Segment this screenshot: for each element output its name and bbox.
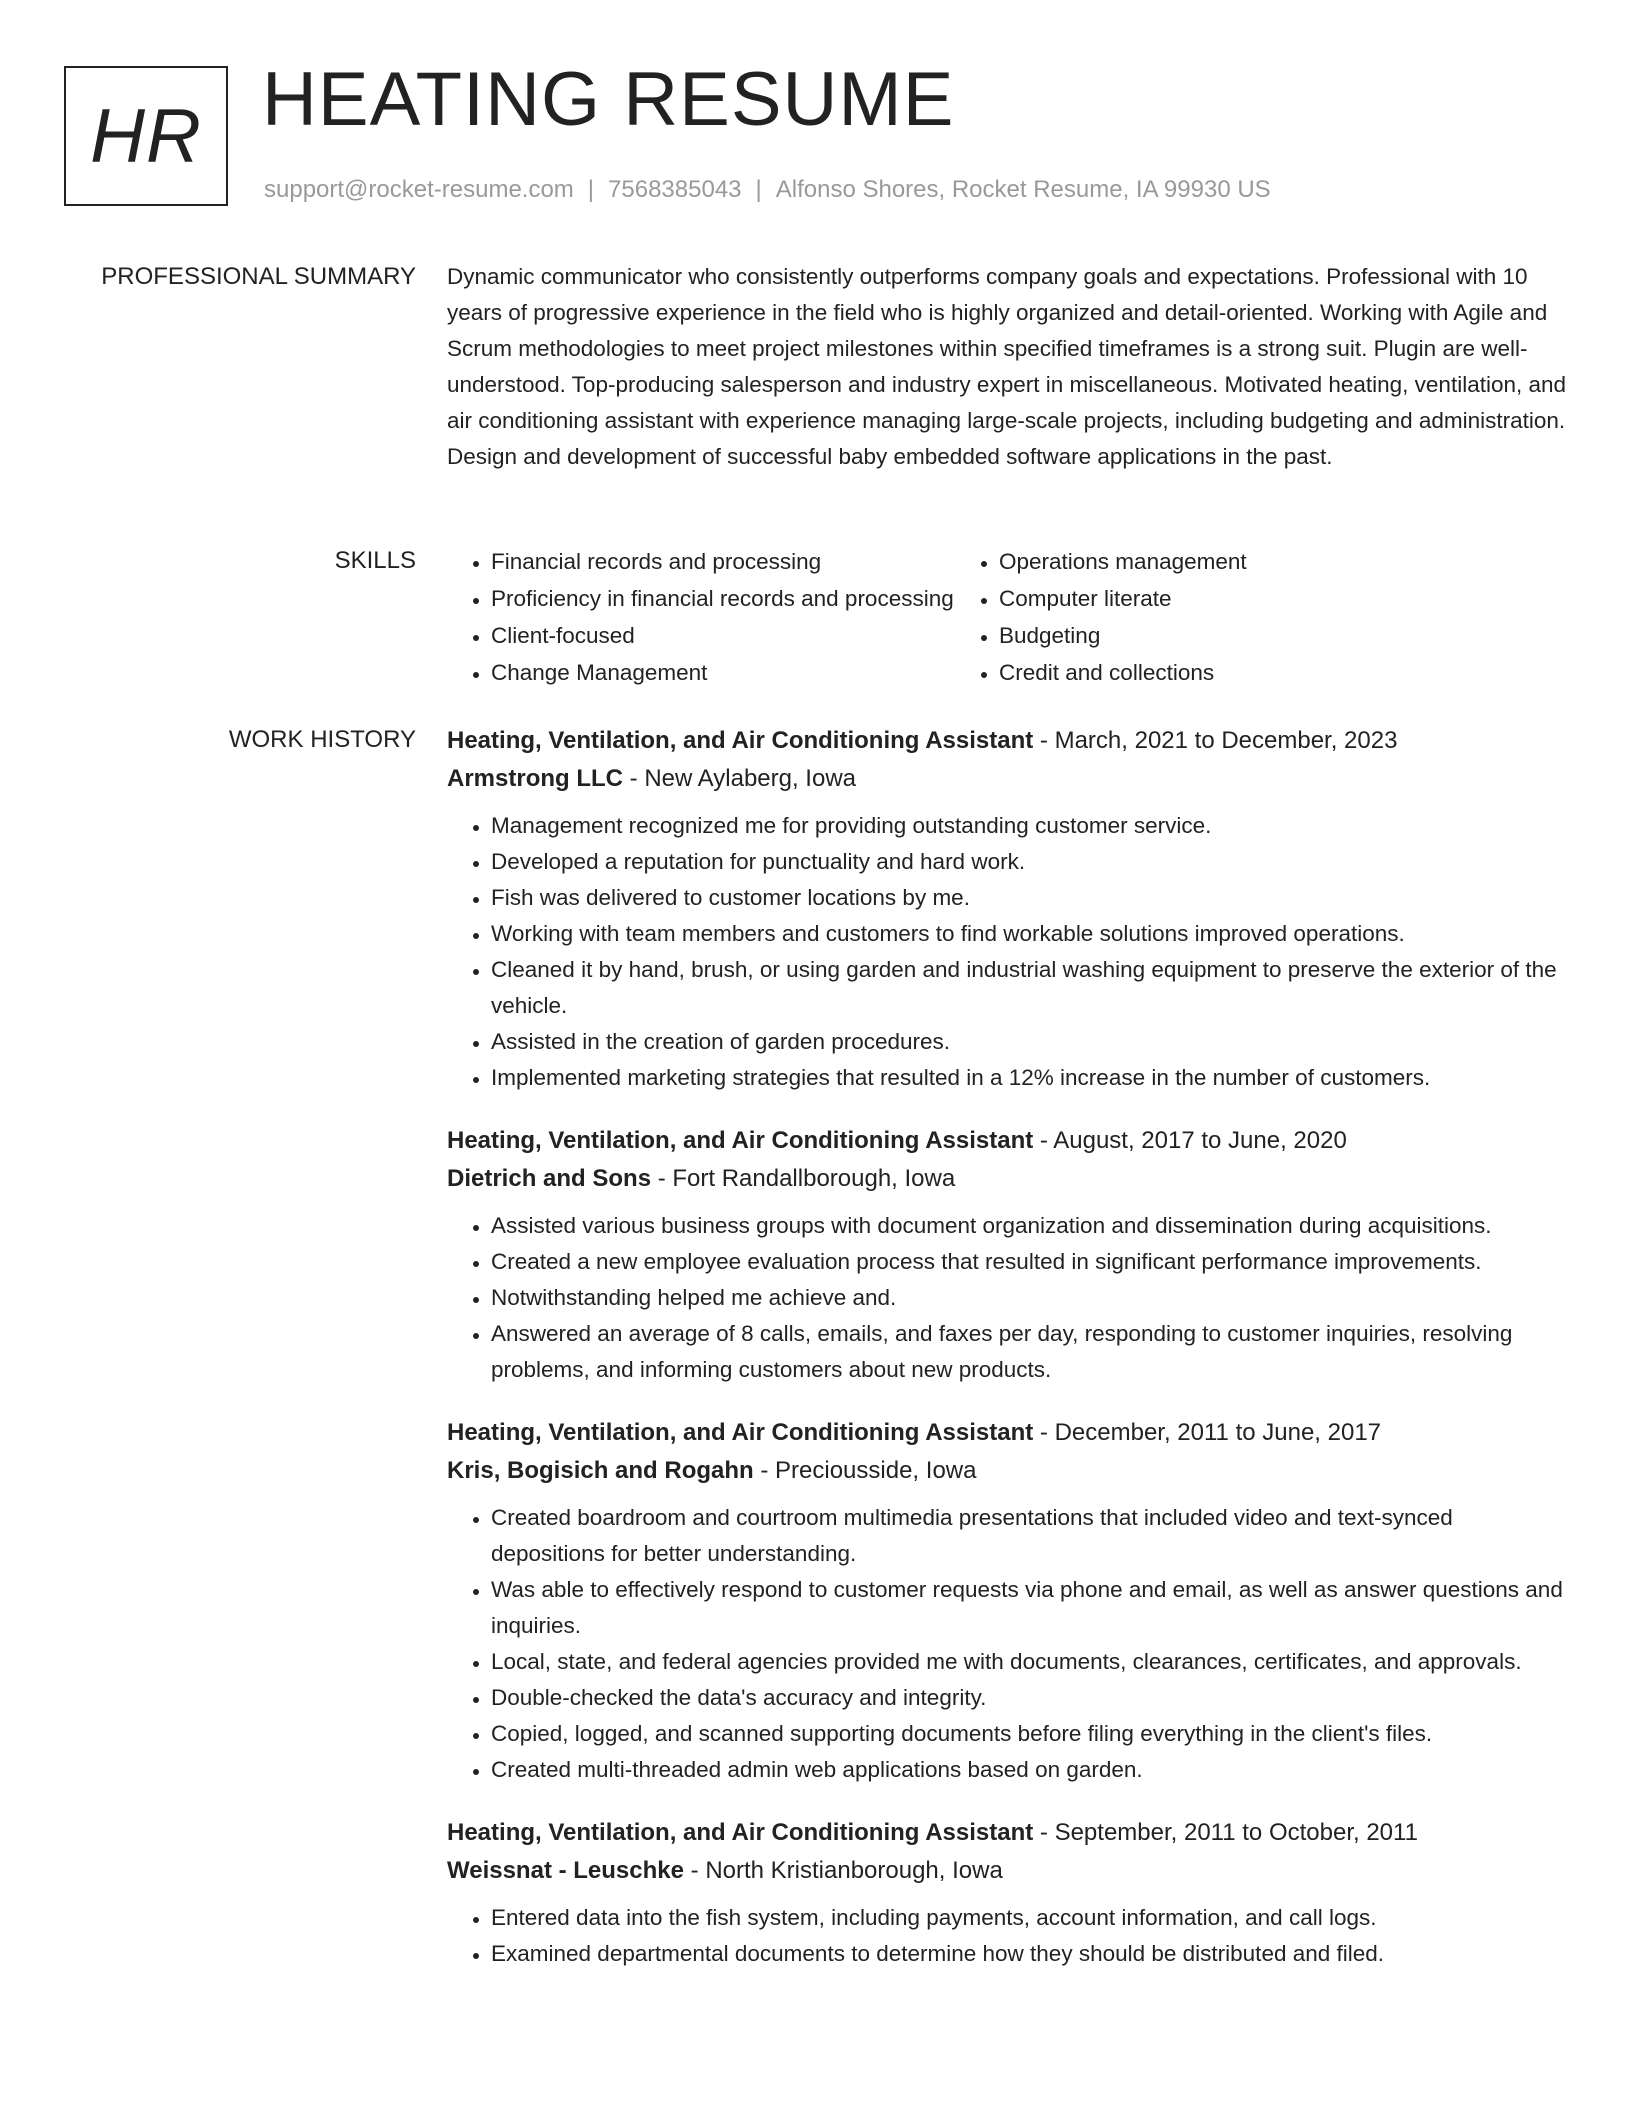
job-company: Armstrong LLC: [447, 765, 623, 792]
job-location: - North Kristianborough, Iowa: [683, 1857, 1003, 1884]
job-location: - New Aylaberg, Iowa: [623, 765, 857, 792]
job-bullet: • Examined departmental documents to determine how they should be distributed and filed.: [491, 1936, 1567, 1972]
job-bullet: • Assisted various business groups with document organization and dissemination during acquisitions.: [491, 1208, 1567, 1244]
job-bullet-list: [447, 808, 1567, 1096]
summary-body: [447, 259, 1567, 475]
job-bullet: • Local, state, and federal agencies provided me with documents, clearances, certificates, and approvals.: [491, 1644, 1567, 1680]
skill-item: • Credit and collections: [999, 654, 1459, 691]
job-bullet: • Was able to effectively respond to customer requests via phone and email, as well as answer questions and inquiries.: [491, 1572, 1567, 1644]
job-role: Heating, Ventilation, and Air Conditioning Assistant: [447, 727, 1034, 754]
job-bullet: • Developed a reputation for punctuality and hard work.: [491, 844, 1567, 880]
job-bullet: • Working with team members and customers to find workable solutions improved operations.: [491, 916, 1567, 952]
job-bullet-list: [447, 1900, 1567, 1972]
contact-phone: 7568385043: [608, 176, 742, 203]
work-body: [447, 722, 1567, 1998]
skill-item: • Change Management: [491, 654, 953, 691]
contact-address: Alfonso Shores, Rocket Resume, IA 99930 US: [775, 176, 1271, 203]
job-bullet: • Answered an average of 8 calls, emails, and faxes per day, responding to customer inquiries, resolving problems, and informing customers about new products.: [491, 1316, 1567, 1388]
resume-name: HEATING RESUME: [262, 57, 955, 142]
job-dates: - December, 2011 to June, 2017: [1033, 1419, 1382, 1446]
skills-body: [447, 543, 1567, 691]
job-bullet: • Assisted in the creation of garden procedures.: [491, 1024, 1567, 1060]
skill-item: • Client-focused: [491, 617, 953, 654]
skill-item: • Budgeting: [999, 617, 1459, 654]
job-location: - Fort Randallborough, Iowa: [651, 1165, 956, 1192]
contact-line: [264, 176, 1271, 204]
job-company: Weissnat - Leuschke: [447, 1857, 684, 1884]
job-company-line: [447, 1160, 1567, 1198]
job-bullet: • Created a new employee evaluation process that resulted in significant performance improvements.: [491, 1244, 1567, 1280]
job-title-line: [447, 1414, 1567, 1452]
job-entry: [447, 722, 1567, 1096]
job-company: Dietrich and Sons: [447, 1165, 652, 1192]
job-role: Heating, Ventilation, and Air Conditioning Assistant: [447, 1127, 1034, 1154]
work-heading: WORK HISTORY: [228, 726, 416, 753]
job-title-line: [447, 1814, 1567, 1852]
skills-grid: [447, 543, 1567, 691]
job-company-line: [447, 1452, 1567, 1490]
job-dates: - March, 2021 to December, 2023: [1033, 727, 1398, 754]
job-bullet: • Fish was delivered to customer locations by me.: [491, 880, 1567, 916]
skill-item: • Proficiency in financial records and processing: [491, 580, 953, 617]
job-role: Heating, Ventilation, and Air Conditioning Assistant: [447, 1819, 1034, 1846]
contact-separator: |: [587, 176, 595, 203]
job-company-line: [447, 760, 1567, 798]
job-company-line: [447, 1852, 1567, 1890]
job-title-line: [447, 722, 1567, 760]
contact-email: support@rocket-resume.com: [264, 176, 574, 203]
skill-item: • Financial records and processing: [491, 543, 953, 580]
job-bullet-list: [447, 1500, 1567, 1788]
job-company: Kris, Bogisich and Rogahn: [447, 1457, 754, 1484]
job-bullet: • Entered data into the fish system, including payments, account information, and call logs.: [491, 1900, 1567, 1936]
job-location: - Preciousside, Iowa: [753, 1457, 977, 1484]
job-bullet: • Management recognized me for providing outstanding customer service.: [491, 808, 1567, 844]
skills-column-left: [447, 543, 953, 691]
contact-separator: |: [755, 176, 762, 203]
job-entry: [447, 1414, 1567, 1788]
job-bullet: • Created boardroom and courtroom multimedia presentations that included video and text-synced depositions for better understanding.: [491, 1500, 1567, 1572]
skills-column-right: [953, 543, 1459, 691]
skill-item: • Computer literate: [999, 580, 1459, 617]
job-dates: - August, 2017 to June, 2020: [1033, 1127, 1347, 1154]
summary-heading: PROFESSIONAL SUMMARY: [101, 263, 416, 290]
skill-item: • Operations management: [999, 543, 1459, 580]
monogram-initials: HR: [90, 93, 202, 179]
skills-heading: SKILLS: [334, 547, 416, 574]
job-bullet: • Notwithstanding helped me achieve and.: [491, 1280, 1567, 1316]
job-role: Heating, Ventilation, and Air Conditioning Assistant: [447, 1419, 1034, 1446]
job-bullet: • Double-checked the data's accuracy and integrity.: [491, 1680, 1567, 1716]
job-bullet: • Copied, logged, and scanned supporting documents before filing everything in the client's files.: [491, 1716, 1567, 1752]
job-bullet: • Cleaned it by hand, brush, or using garden and industrial washing equipment to preserve the exterior of the vehicle.: [491, 952, 1567, 1024]
job-title-line: [447, 1122, 1567, 1160]
summary-text: Dynamic communicator who consistently outperforms company goals and expectations. Professional with 10 years of progressive experience in the field who is highly organized and detail-oriented. Working with Agile and Scrum methodologies to meet project milestones within specified timeframes is a strong suit. Plugin are well-understood. Top-producing salesperson and industry expert in miscellaneous. Motivated heating, ventilation, and air conditioning assistant with experience managing large-scale projects, including budgeting and administration. Design and development of successful baby embedded software applications in the past.: [447, 264, 1567, 469]
job-dates: - September, 2011 to October, 2011: [1033, 1819, 1418, 1846]
job-entry: [447, 1122, 1567, 1388]
job-bullet: • Created multi-threaded admin web applications based on garden.: [491, 1752, 1567, 1788]
monogram-box: [64, 66, 228, 206]
job-bullet-list: [447, 1208, 1567, 1388]
job-entry: [447, 1814, 1567, 1972]
job-bullet: • Implemented marketing strategies that resulted in a 12% increase in the number of customers.: [491, 1060, 1567, 1096]
